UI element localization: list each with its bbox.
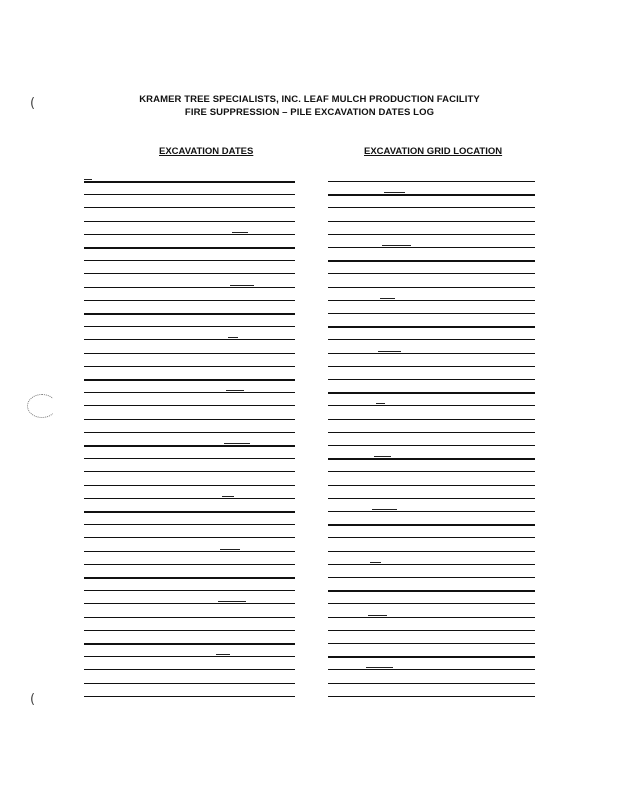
blank-entry-line[interactable] <box>328 564 535 565</box>
blank-entry-line[interactable] <box>84 405 295 406</box>
scan-speck <box>226 390 244 391</box>
scan-speck <box>84 179 92 180</box>
scan-speck <box>222 496 234 497</box>
blank-entry-line[interactable] <box>84 432 295 433</box>
blank-entry-line[interactable] <box>84 287 295 288</box>
blank-entry-line[interactable] <box>84 603 295 604</box>
blank-entry-line[interactable] <box>328 590 535 592</box>
blank-entry-line[interactable] <box>84 366 295 367</box>
blank-entry-line[interactable] <box>328 537 535 538</box>
blank-entry-line[interactable] <box>328 353 535 354</box>
scan-speck <box>380 298 395 299</box>
blank-entry-line[interactable] <box>84 234 295 235</box>
scan-speck <box>366 667 393 668</box>
blank-entry-line[interactable] <box>84 485 295 486</box>
scan-speck <box>216 654 230 655</box>
blank-entry-line[interactable] <box>84 392 295 393</box>
blank-entry-line[interactable] <box>328 617 535 618</box>
blank-entry-line[interactable] <box>328 405 535 406</box>
scan-speck <box>384 192 405 193</box>
blank-entry-line[interactable] <box>328 419 535 420</box>
blank-entry-line[interactable] <box>328 379 535 380</box>
blank-entry-line[interactable] <box>84 524 295 525</box>
blank-entry-line[interactable] <box>328 630 535 631</box>
blank-entry-line[interactable] <box>84 656 295 657</box>
blank-entry-line[interactable] <box>328 326 535 328</box>
blank-entry-line[interactable] <box>328 511 535 512</box>
blank-entry-line[interactable] <box>328 287 535 288</box>
blank-entry-line[interactable] <box>328 339 535 340</box>
blank-entry-line[interactable] <box>84 194 295 195</box>
blank-entry-line[interactable] <box>328 458 535 460</box>
column-heading-grid-location: EXCAVATION GRID LOCATION <box>364 146 503 157</box>
punch-hole-mark-top: ( <box>30 96 36 111</box>
blank-entry-line[interactable] <box>84 511 295 513</box>
blank-entry-line[interactable] <box>84 300 295 301</box>
blank-entry-line[interactable] <box>84 669 295 670</box>
blank-entry-line[interactable] <box>84 577 295 579</box>
scan-speck <box>372 509 397 510</box>
blank-entry-line[interactable] <box>328 366 535 367</box>
blank-entry-line[interactable] <box>328 577 535 578</box>
blank-entry-line[interactable] <box>328 392 535 394</box>
blank-entry-line[interactable] <box>84 630 295 631</box>
blank-entry-line[interactable] <box>328 656 535 658</box>
scan-speck <box>232 232 248 233</box>
punch-hole-mark-middle <box>27 394 57 418</box>
blank-entry-line[interactable] <box>328 643 535 644</box>
blank-entry-line[interactable] <box>84 445 295 447</box>
blank-entry-line[interactable] <box>328 207 535 208</box>
scan-speck <box>224 443 250 444</box>
blank-entry-line[interactable] <box>84 696 295 697</box>
blank-entry-line[interactable] <box>328 485 535 486</box>
blank-entry-line[interactable] <box>328 247 535 248</box>
blank-entry-line[interactable] <box>328 683 535 684</box>
blank-entry-line[interactable] <box>84 590 295 591</box>
blank-entry-line[interactable] <box>328 471 535 472</box>
blank-entry-line[interactable] <box>84 181 295 183</box>
scan-speck <box>374 456 391 457</box>
grid-location-lines <box>328 181 535 721</box>
blank-entry-line[interactable] <box>84 207 295 208</box>
excavation-dates-lines <box>84 181 295 721</box>
blank-entry-line[interactable] <box>84 551 295 552</box>
scan-speck <box>378 351 401 352</box>
scan-speck <box>368 615 387 616</box>
blank-entry-line[interactable] <box>328 498 535 499</box>
blank-entry-line[interactable] <box>84 339 295 340</box>
blank-entry-line[interactable] <box>328 221 535 222</box>
scan-speck <box>228 337 238 338</box>
blank-entry-line[interactable] <box>328 194 535 196</box>
blank-entry-line[interactable] <box>84 326 295 327</box>
blank-entry-line[interactable] <box>84 221 295 222</box>
document-subtitle: FIRE SUPPRESSION – PILE EXCAVATION DATES LOG <box>184 107 435 118</box>
blank-entry-line[interactable] <box>84 458 295 459</box>
blank-entry-line[interactable] <box>328 234 535 235</box>
blank-entry-line[interactable] <box>84 247 295 249</box>
blank-entry-line[interactable] <box>328 432 535 433</box>
blank-entry-line[interactable] <box>328 260 535 262</box>
blank-entry-line[interactable] <box>84 273 295 274</box>
blank-entry-line[interactable] <box>84 353 295 354</box>
blank-entry-line[interactable] <box>84 617 295 618</box>
punch-hole-mark-bottom: ( <box>30 692 36 707</box>
blank-entry-line[interactable] <box>328 181 535 182</box>
scan-speck <box>370 562 381 563</box>
blank-entry-line[interactable] <box>328 669 535 670</box>
blank-entry-line[interactable] <box>328 313 535 314</box>
blank-entry-line[interactable] <box>328 603 535 604</box>
scan-speck <box>376 403 385 404</box>
blank-entry-line[interactable] <box>84 643 295 645</box>
blank-entry-line[interactable] <box>328 696 535 697</box>
blank-entry-line[interactable] <box>84 471 295 472</box>
blank-entry-line[interactable] <box>84 683 295 684</box>
scan-speck <box>220 549 240 550</box>
blank-entry-line[interactable] <box>84 260 295 261</box>
column-heading-excavation-dates: EXCAVATION DATES <box>159 146 254 157</box>
blank-entry-line[interactable] <box>328 551 535 552</box>
document-title: KRAMER TREE SPECIALISTS, INC. LEAF MULCH PRODUCTION FACILITY <box>139 94 480 105</box>
scan-speck <box>218 601 246 602</box>
blank-entry-line[interactable] <box>84 537 295 538</box>
blank-entry-line[interactable] <box>84 498 295 499</box>
blank-entry-line[interactable] <box>84 564 295 565</box>
blank-entry-line[interactable] <box>84 379 295 381</box>
blank-entry-line[interactable] <box>84 419 295 420</box>
blank-entry-line[interactable] <box>328 273 535 274</box>
blank-entry-line[interactable] <box>328 445 535 446</box>
blank-entry-line[interactable] <box>84 313 295 315</box>
scan-speck <box>230 285 254 286</box>
blank-entry-line[interactable] <box>328 524 535 526</box>
blank-entry-line[interactable] <box>328 300 535 301</box>
scan-speck <box>382 245 411 246</box>
